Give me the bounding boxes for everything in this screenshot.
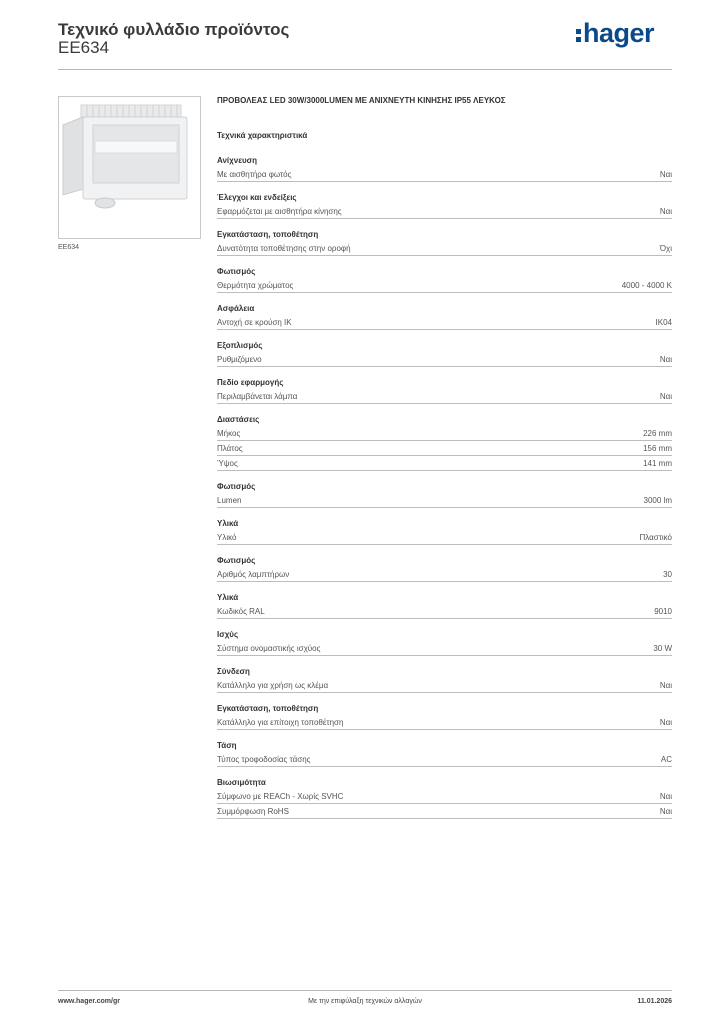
spec-label: Αριθμός λαμπτήρων <box>217 569 290 579</box>
spec-group <box>217 777 672 819</box>
spec-row <box>217 752 672 767</box>
spec-group <box>217 592 672 619</box>
spec-value: Πλαστικό <box>639 532 672 542</box>
spec-value: Ναι <box>659 806 672 816</box>
spec-label: Αντοχή σε κρούση IK <box>217 317 292 327</box>
product-code: EE634 <box>58 38 110 57</box>
logo-dots-icon <box>576 29 581 42</box>
spec-row <box>217 604 672 619</box>
spec-group <box>217 340 672 367</box>
spec-row <box>217 426 672 441</box>
page-header <box>58 20 672 70</box>
spec-group-title: Ισχύς <box>217 630 239 639</box>
spec-group <box>217 377 672 404</box>
spec-group-title: Εγκατάσταση, τοποθέτηση <box>217 704 319 713</box>
spec-group-title: Φωτισμός <box>217 267 256 276</box>
spec-row <box>217 804 672 819</box>
disclaimer-text: Με την επιφύλαξη τεχνικών αλλαγών <box>308 998 422 1005</box>
spec-group-title: Διαστάσεις <box>217 415 260 424</box>
spec-row <box>217 389 672 404</box>
page-footer <box>58 998 672 1010</box>
spec-group <box>217 555 672 582</box>
spec-label: Κατάλληλο για χρήση ως κλέμα <box>217 680 329 690</box>
spec-value: 30 <box>663 569 672 579</box>
spec-label: Θερμότητα χρώματος <box>217 280 294 290</box>
specs-heading: Τεχνικά χαρακτηριστικά <box>217 131 308 140</box>
spec-group-title: Έλεγχοι και ενδείξεις <box>217 193 297 202</box>
website-link[interactable]: www.hager.com/gr <box>58 998 120 1005</box>
spec-group <box>217 703 672 730</box>
spec-group <box>217 303 672 330</box>
floodlight-illustration <box>59 97 200 238</box>
spec-value: 226 mm <box>643 428 672 438</box>
spec-row <box>217 441 672 456</box>
product-info <box>217 96 672 143</box>
spec-label: Συμμόρφωση RoHS <box>217 806 289 816</box>
spec-row <box>217 493 672 508</box>
spec-row <box>217 678 672 693</box>
spec-value: 141 mm <box>643 458 672 468</box>
logo-text: hager <box>582 18 654 48</box>
spec-label: Ρυθμιζόμενο <box>217 354 262 364</box>
spec-group-title: Φωτισμός <box>217 482 256 491</box>
spec-label: Κωδικός RAL <box>217 606 265 616</box>
spec-value: Όχι <box>659 243 672 253</box>
spec-group-title: Σύνδεση <box>217 667 250 676</box>
spec-row <box>217 789 672 804</box>
spec-label: Σύστημα ονομαστικής ισχύος <box>217 643 321 653</box>
spec-group <box>217 229 672 256</box>
spec-value: Ναι <box>659 680 672 690</box>
spec-row <box>217 241 672 256</box>
spec-label: Κατάλληλο για επίτοιχη τοποθέτηση <box>217 717 344 727</box>
spec-row <box>217 352 672 367</box>
spec-group <box>217 266 672 293</box>
spec-value: Ναι <box>659 391 672 401</box>
spec-label: Υλικό <box>217 532 237 542</box>
spec-group-title: Φωτισμός <box>217 556 256 565</box>
spec-label: Σύμφωνο με REACh - Χωρίς SVHC <box>217 791 344 801</box>
spec-row <box>217 204 672 219</box>
hager-logo <box>576 18 654 49</box>
document-date: 11.01.2026 <box>637 998 672 1005</box>
spec-label: Πλάτος <box>217 443 243 453</box>
spec-value: AC <box>660 754 672 764</box>
spec-row <box>217 456 672 471</box>
spec-label: Εφαρμόζεται με αισθητήρα κίνησης <box>217 206 342 216</box>
spec-row <box>217 641 672 656</box>
spec-group <box>217 481 672 508</box>
spec-group-title: Πεδίο εφαρμογής <box>217 378 284 387</box>
spec-value: 9010 <box>654 606 672 616</box>
spec-group <box>217 740 672 767</box>
spec-label: Δυνατότητα τοποθέτησης στην οροφή <box>217 243 351 253</box>
header-divider <box>58 69 672 70</box>
spec-group-title: Ανίχνευση <box>217 156 258 165</box>
spec-group-title: Ασφάλεια <box>217 304 255 313</box>
spec-row <box>217 278 672 293</box>
spec-label: Ύψος <box>217 458 238 468</box>
spec-value: IK04 <box>655 317 672 327</box>
spec-group <box>217 518 672 545</box>
spec-value: 156 mm <box>643 443 672 453</box>
spec-value: Ναι <box>659 791 672 801</box>
spec-group-title: Εγκατάσταση, τοποθέτηση <box>217 230 319 239</box>
spec-value: 4000 - 4000 K <box>621 280 672 290</box>
spec-group <box>217 629 672 656</box>
spec-group <box>217 414 672 471</box>
spec-label: Με αισθητήρα φωτός <box>217 169 292 179</box>
product-name: ΠΡΟΒΟΛΕΑΣ LED 30W/3000LUMEN ΜΕ ΑΝΙΧΝΕΥΤΗ ΚΙΝΗΣΗΣ IP55 ΛΕΥΚΟΣ <box>217 96 506 105</box>
spec-value: Ναι <box>659 206 672 216</box>
spec-row <box>217 530 672 545</box>
spec-group <box>217 666 672 693</box>
spec-label: Μήκος <box>217 428 241 438</box>
spec-label: Τύπος τροφοδοσίας τάσης <box>217 754 311 764</box>
spec-groups <box>217 155 672 829</box>
spec-row <box>217 715 672 730</box>
footer-divider <box>58 990 672 991</box>
spec-group <box>217 192 672 219</box>
product-image <box>58 96 201 239</box>
spec-value: Ναι <box>659 354 672 364</box>
spec-group-title: Εξοπλισμός <box>217 341 263 350</box>
spec-group-title: Υλικά <box>217 593 239 602</box>
spec-label: Lumen <box>217 495 242 505</box>
spec-row <box>217 315 672 330</box>
spec-label: Περιλαμβάνεται λάμπα <box>217 391 298 401</box>
spec-row <box>217 567 672 582</box>
spec-group <box>217 155 672 182</box>
document-title: Τεχνικό φυλλάδιο προϊόντος <box>58 20 290 39</box>
image-caption: EE634 <box>58 244 80 251</box>
spec-value: Ναι <box>659 169 672 179</box>
spec-value: Ναι <box>659 717 672 727</box>
spec-row <box>217 167 672 182</box>
spec-group-title: Υλικά <box>217 519 239 528</box>
spec-group-title: Τάση <box>217 741 237 750</box>
spec-value: 3000 lm <box>643 495 672 505</box>
spec-value: 30 W <box>653 643 672 653</box>
spec-group-title: Βιωσιμότητα <box>217 778 266 787</box>
